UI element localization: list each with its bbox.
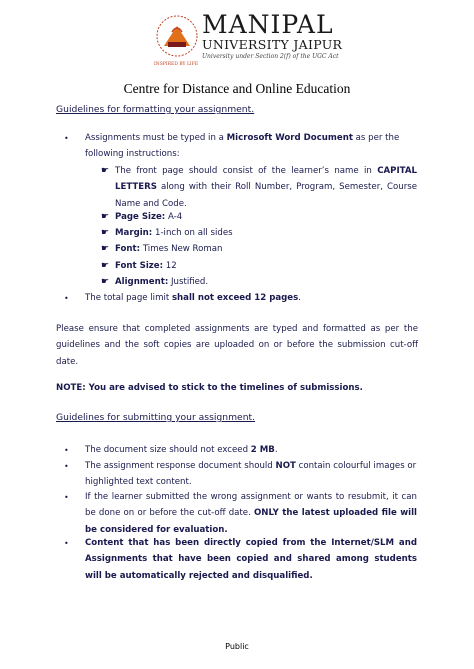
list-item: The assignment response document should NOT contain colourful images or highlighted text content. [85,461,417,488]
submission-paragraph: Please ensure that completed assignments are typed and formatted as per the guidelines and the soft copies are uploaded on or before the submission cut-off date. [56,324,418,367]
bullet-icon: • [64,134,69,143]
page-title: Centre for Distance and Online Education [123,81,351,96]
bullet-icon: • [64,446,69,455]
seal-text: INSPIRED BY LIFE [154,62,199,67]
brand-name: MANIPAL [202,10,334,39]
brand-block [202,12,342,62]
bullet-icon: • [64,462,69,471]
pointing-hand-icon: ☛ [101,212,110,222]
sub-list-item: Margin: 1-inch on all sides [115,228,233,238]
pointing-hand-icon: ☛ [101,244,110,254]
sub-list-item: Font Size: 12 [115,261,177,271]
section-formatting-heading: Guidelines for formatting your assignment. [56,104,255,115]
pointing-hand-icon: ☛ [101,277,110,287]
brand-subtitle: UNIVERSITY JAIPUR [202,37,343,52]
list-item: The document size should not exceed 2 MB. [85,445,278,455]
bullet-icon: • [64,294,69,303]
note-text: NOTE: You are advised to stick to the timelines of submissions. [56,383,363,393]
sub-list-item: Page Size: A-4 [115,212,183,222]
university-logo [154,12,354,68]
bullet-icon: • [64,539,69,548]
pointing-hand-icon: ☛ [101,228,110,238]
pointing-hand-icon: ☛ [101,166,110,176]
list-item: Content that has been directly copied from the Internet/SLM and Assignments that have been copied and shared among students will be automatically rejected and disqualified. [85,538,417,581]
footer-classification: Public [225,642,249,651]
sub-list-item: The front page should consist of the learner’s name in CAPITAL LETTERS along with their Roll Number, Program, Semester, Course Name and Code. [115,166,417,209]
brand-tagline: University under Section 2(f) of the UGC Act [202,53,339,60]
sub-list-item: Font: Times New Roman [115,244,223,254]
university-emblem-icon [154,12,200,66]
list-item: If the learner submitted the wrong assignment or wants to resubmit, it can be done on or before the cut-off date. ONLY the latest uploaded file will be considered for evaluation. [85,492,417,535]
bullet-icon: • [64,493,69,502]
sub-list-item: Alignment: Justified. [115,277,209,287]
list-item: The total page limit shall not exceed 12 pages. [85,293,301,303]
section-submitting-heading: Guidelines for submitting your assignment. [56,412,256,423]
list-item: Assignments must be typed in a Microsoft Word Document as per the following instructions: [85,133,400,160]
pointing-hand-icon: ☛ [101,261,110,271]
